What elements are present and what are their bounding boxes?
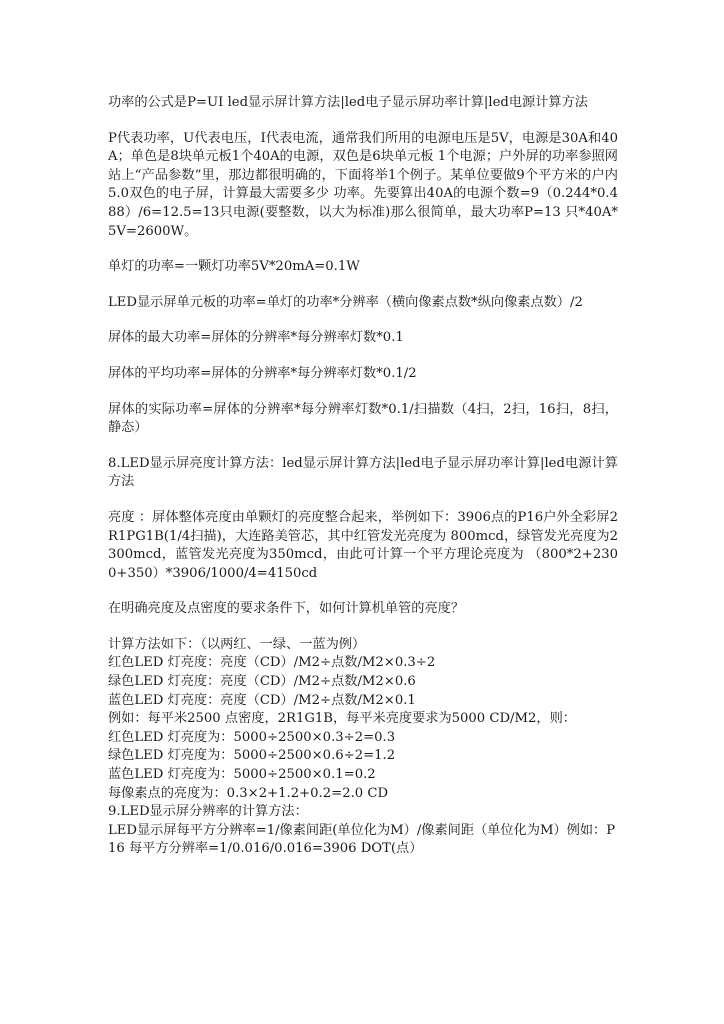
paragraph-brightness-example: 亮度 ：屏体整体亮度由单颗灯的亮度整合起来，举例如下：3906点的P16户外全彩屏2R1PG1B(1/4扫描)，大连路美管芯，其中红管发光亮度为 800mcd，绿管发光亮度为2300mcd，蓝管发光亮度为350mcd，由此可计算一个平方理论亮度为 （800*2+2300+350）*3906/1000/4=4150cd	[108, 509, 618, 581]
paragraph-brightness-question: 在明确亮度及点密度的要求条件下，如何计算机单管的亮度？	[108, 601, 465, 617]
document-page	[108, 94, 618, 859]
paragraph-power-intro: P代表功率，U代表电压，I代表电流，通常我们所用的电源电压是5V，电源是30A和40A；单色是8块单元板1个40A的电源，双色是6块单元板 1个电源；户外屏的功率参照网站上“产品参数”里，那边都很明确的，下面将举1个例子。某单位要做9个平方米的户内5.0双色的电子屏，计算最大需要多少 功率。先要算出40A的电源个数=9（0.244*0.488）/6=12.5=13只电源(要整数，以大为标准)那么很简单，最大功率P=13 只*40A*5V=2600W。	[108, 130, 618, 239]
line-red-result: 红色LED 灯亮度为：5000÷2500×0.3÷2=0.3	[108, 729, 396, 745]
line-red-formula: 红色LED 灯亮度：亮度（CD）/M2÷点数/M2×0.3÷2	[108, 655, 436, 671]
line-method-intro: 计算方法如下：（以两红、一绿、一蓝为例）	[108, 636, 366, 652]
paragraph-brightness-heading: 8.LED显示屏亮度计算方法：led显示屏计算方法|led电子显示屏功率计算|led电源计算方法	[108, 455, 618, 490]
paragraph-unit-board-power: LED显示屏单元板的功率=单灯的功率*分辨率（横向像素点数*纵向像素点数）/2	[108, 294, 583, 310]
calculation-lines	[108, 636, 618, 859]
line-blue-result: 蓝色LED 灯亮度为：5000÷2500×0.1=0.2	[108, 767, 376, 783]
paragraph-single-lamp-power: 单灯的功率=一颗灯功率5V*20mA=0.1W	[108, 259, 360, 275]
paragraph-max-power: 屏体的最大功率=屏体的分辨率*每分辨率灯数*0.1	[108, 330, 404, 346]
paragraph-title: 功率的公式是P=UI led显示屏计算方法|led电子显示屏功率计算|led电源计算方法	[108, 95, 588, 110]
line-pixel-brightness: 每像素点的亮度为：0.3×2+1.2+0.2=2.0 CD	[108, 785, 389, 801]
line-blue-formula: 蓝色LED 灯亮度：亮度（CD）/M2÷点数/M2×0.1	[108, 692, 416, 708]
line-example: 例如：每平米2500 点密度，2R1G1B，每平米亮度要求为5000 CD/M2，则：	[108, 711, 576, 727]
paragraph-actual-power: 屏体的实际功率=屏体的分辨率*每分辨率灯数*0.1/扫描数（4扫，2扫，16扫，8扫，静态）	[108, 401, 618, 436]
paragraph-average-power: 屏体的平均功率=屏体的分辨率*每分辨率灯数*0.1/2	[108, 365, 417, 381]
line-resolution-heading: 9.LED显示屏分辨率的计算方法：	[108, 804, 308, 820]
line-green-formula: 绿色LED 灯亮度：亮度（CD）/M2÷点数/M2×0.6	[108, 674, 416, 690]
line-resolution-formula: LED显示屏每平方分辨率=1/像素间距(单位化为M）/像素间距（单位化为M）例如：P16 每平方分辨率=1/0.016/0.016=3906 DOT(点）	[108, 822, 616, 857]
line-green-result: 绿色LED 灯亮度为：5000÷2500×0.6÷2=1.2	[108, 748, 396, 764]
